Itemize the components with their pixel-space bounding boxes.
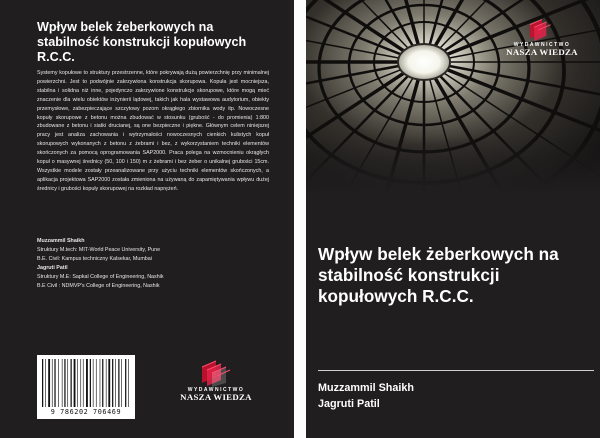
isbn-number: 9 786202 706469 <box>50 408 122 416</box>
publisher-logo <box>502 16 582 57</box>
book-blurb: Systemy kopułowe to struktury przestrzenne, które pokrywają dużą powierzchnię przy minimalnej powierzchni. Jest to podwójnie zakrzywiona konstrukcja skorupowa. Kopuła jest mocniejsza, stabilna i solidna niż inne, pojedynczo zakrzywione konstrukcje skorupowe, które mogą mieć znaczenie dla wielu obiektów inżynierii lądowej, takich jak hala wystawowa audytorium, obiekty przemysłowe, zabezpieczające szczytowy pozom okrągłego zbiornika wody itp. Nowoczesne kopuły skorupowe z betonu można zbudować w stosunku (grubość - do promienia) 1:800 zbudowane z betonu i siatki drucianej, są one bezpieczne i piękne. Głównym celem niniejszej pracy jest analiza zachowania i wytrzymałości nowoczesnych cienkich kulistych kopuł skorupowych wykonanych z betonu z żebrami i bez, z wykorzystaniem techniki elementów skończonych za pomocą oprogramowania SAP2000. Praca polega na wzmocnieniu okrągłych kopuł o masywnej średnicy (50, 100 i 150) m z żebrami i bez żeber o unikalnej grubości 15cm. Wszystkie modele zostały przeanalizowane przy użyciu techniki elementów skończonych, a aplikacja projektowa SAP2000 została zmieniona na używaną do zapamiętywania wpływu dużej średnicy i grubości kopuły skorupowej na rozkład naprężeń. <box>37 70 269 192</box>
barcode-bars <box>42 359 130 407</box>
front-cover <box>306 0 600 438</box>
front-author-name: Muzzammil Shaikh <box>318 382 414 394</box>
author-bios <box>37 237 269 290</box>
author-name: Muzzammil Shaikh <box>37 238 85 244</box>
publisher-logo <box>166 357 266 402</box>
author-affiliation: Struktury M.E: Sapkal College of Engineering, Nashik <box>37 273 164 280</box>
publisher-line2: NASZA WIEDZA <box>506 47 578 57</box>
front-authors <box>318 380 414 412</box>
book-mark-icon <box>196 357 236 387</box>
book-spine <box>294 0 306 438</box>
front-cover-title: Wpływ belek żeberkowych na stabilność konstrukcji kopułowych R.C.C. <box>318 244 559 306</box>
author-affiliation: Struktury M.tech: MIT-World Peace University, Pune <box>37 246 161 253</box>
author-affiliation: B.E. Civil: Kampus techniczny Kalsekar, Mumbai <box>37 255 152 262</box>
front-author-name: Jagruti Patil <box>318 398 380 410</box>
publisher-line1: WYDAWNICTWO <box>513 42 571 48</box>
isbn-barcode <box>37 355 135 419</box>
back-cover <box>0 0 294 438</box>
author-name: Jagruti Patil <box>37 264 68 271</box>
divider <box>318 370 594 371</box>
publisher-line1: WYDAWNICTWO <box>187 387 245 393</box>
book-mark-icon <box>524 16 560 42</box>
author-affiliation: B.E Civil : NDMVP's College of Engineering, Nashik <box>37 282 160 289</box>
publisher-line2: NASZA WIEDZA <box>180 392 252 402</box>
back-cover-title: Wpływ belek żeberkowych na stabilność konstrukcji kopułowych R.C.C. <box>37 20 247 64</box>
